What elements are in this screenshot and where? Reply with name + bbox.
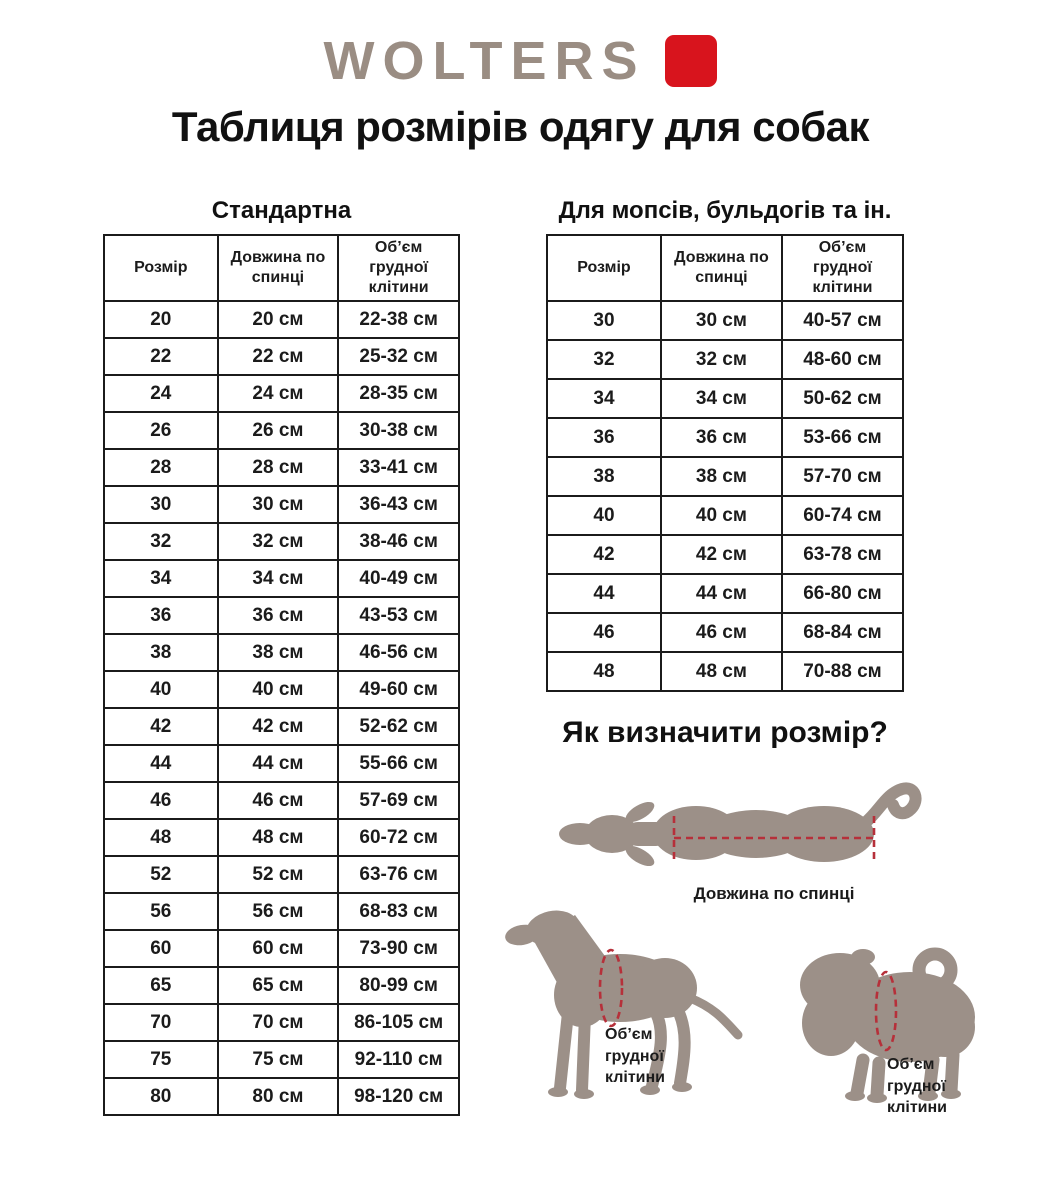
column-header-back-length: Довжина по спинці — [218, 235, 339, 301]
table-row — [547, 457, 903, 496]
table-cell: 75 см — [218, 1041, 339, 1078]
back-length-label: Довжина по спинці — [693, 884, 855, 903]
table-cell: 34 — [104, 560, 218, 597]
table-cell: 60 см — [218, 930, 339, 967]
chest-girth-label: Об’єм грудної клітини — [605, 1026, 665, 1087]
table-cell: 30-38 см — [338, 412, 459, 449]
table-cell: 46 — [104, 782, 218, 819]
column-header-size: Розмір — [104, 235, 218, 301]
table-row — [104, 1078, 459, 1115]
table-row — [547, 379, 903, 418]
table-cell: 28 см — [218, 449, 339, 486]
table-cell: 20 — [104, 301, 218, 338]
table-cell: 28 — [104, 449, 218, 486]
dog-topview-icon — [556, 772, 924, 884]
table-cell: 20 см — [218, 301, 339, 338]
brand-logo-text: WOLTERS — [323, 31, 646, 91]
table-row — [547, 301, 903, 340]
table-cell: 48 — [547, 652, 661, 691]
table-cell: 40 — [104, 671, 218, 708]
table-header-row — [547, 235, 903, 301]
table-row — [104, 523, 459, 560]
table-row — [104, 708, 459, 745]
table-cell: 26 — [104, 412, 218, 449]
table-cell: 32 — [104, 523, 218, 560]
table-cell: 40 см — [218, 671, 339, 708]
table-row — [104, 412, 459, 449]
chest-girth-label: Об’єм грудної клітини — [887, 1056, 947, 1117]
table-cell: 30 — [104, 486, 218, 523]
table-cell: 46 см — [661, 613, 782, 652]
table-row — [104, 560, 459, 597]
table-cell: 52 см — [218, 856, 339, 893]
table-cell: 73-90 см — [338, 930, 459, 967]
table-cell: 60-72 см — [338, 819, 459, 856]
table-cell: 49-60 см — [338, 671, 459, 708]
table-cell: 42 см — [661, 535, 782, 574]
standard-sizes-section — [103, 198, 460, 1116]
brand-logo — [0, 31, 1041, 91]
table-cell: 30 см — [661, 301, 782, 340]
table-cell: 36 — [104, 597, 218, 634]
table-cell: 44 — [547, 574, 661, 613]
table-cell: 60-74 см — [782, 496, 903, 535]
table-row — [547, 340, 903, 379]
table-cell: 25-32 см — [338, 338, 459, 375]
table-cell: 28-35 см — [338, 375, 459, 412]
table-cell: 70 см — [218, 1004, 339, 1041]
bulldog-icon — [785, 945, 980, 1103]
table-cell: 66-80 см — [782, 574, 903, 613]
table-cell: 63-76 см — [338, 856, 459, 893]
table-cell: 60 — [104, 930, 218, 967]
table-cell: 80-99 см — [338, 967, 459, 1004]
table-cell: 98-120 см — [338, 1078, 459, 1115]
standard-size-table — [103, 234, 460, 1116]
table-cell: 86-105 см — [338, 1004, 459, 1041]
table-cell: 50-62 см — [782, 379, 903, 418]
table-row — [104, 338, 459, 375]
table-cell: 53-66 см — [782, 418, 903, 457]
table-row — [104, 856, 459, 893]
table-row — [547, 574, 903, 613]
table-cell: 42 — [104, 708, 218, 745]
table-cell: 32 см — [661, 340, 782, 379]
table-cell: 65 — [104, 967, 218, 1004]
table-row — [104, 449, 459, 486]
table-cell: 65 см — [218, 967, 339, 1004]
table-cell: 44 см — [218, 745, 339, 782]
table-row — [547, 613, 903, 652]
table-row — [104, 634, 459, 671]
table-row — [104, 375, 459, 412]
table-cell: 38-46 см — [338, 523, 459, 560]
bulldog-size-table — [546, 234, 904, 692]
table-cell: 36 см — [661, 418, 782, 457]
table-cell: 40 — [547, 496, 661, 535]
table-cell: 22-38 см — [338, 301, 459, 338]
table-cell: 70-88 см — [782, 652, 903, 691]
table-cell: 52-62 см — [338, 708, 459, 745]
table-cell: 24 — [104, 375, 218, 412]
standard-table-title: Стандартна — [211, 197, 352, 224]
table-header-row — [104, 235, 459, 301]
table-row — [104, 893, 459, 930]
table-cell: 56 см — [218, 893, 339, 930]
table-cell: 80 — [104, 1078, 218, 1115]
table-row — [547, 496, 903, 535]
table-cell: 56 — [104, 893, 218, 930]
table-row — [104, 597, 459, 634]
table-row — [547, 418, 903, 457]
column-header-back-length: Довжина по спинці — [661, 235, 782, 301]
table-cell: 44 см — [661, 574, 782, 613]
how-to-title: Як визначити розмір? — [562, 716, 888, 749]
table-cell: 36 — [547, 418, 661, 457]
table-cell: 40-49 см — [338, 560, 459, 597]
table-cell: 34 см — [218, 560, 339, 597]
table-cell: 22 — [104, 338, 218, 375]
table-cell: 68-84 см — [782, 613, 903, 652]
table-cell: 92-110 см — [338, 1041, 459, 1078]
table-cell: 48 см — [661, 652, 782, 691]
table-cell: 36 см — [218, 597, 339, 634]
table-row — [104, 1004, 459, 1041]
table-cell: 44 — [104, 745, 218, 782]
table-cell: 80 см — [218, 1078, 339, 1115]
column-header-size: Розмір — [547, 235, 661, 301]
dog-topview-illustration — [556, 772, 924, 884]
table-cell: 68-83 см — [338, 893, 459, 930]
table-cell: 40 см — [661, 496, 782, 535]
table-row — [104, 1041, 459, 1078]
table-cell: 38 — [547, 457, 661, 496]
table-cell: 32 — [547, 340, 661, 379]
table-row — [104, 671, 459, 708]
table-cell: 57-70 см — [782, 457, 903, 496]
table-cell: 52 — [104, 856, 218, 893]
table-cell: 26 см — [218, 412, 339, 449]
table-cell: 38 — [104, 634, 218, 671]
table-row — [104, 819, 459, 856]
table-row — [104, 782, 459, 819]
bulldog-table-title: Для мопсів, бульдогів та ін. — [558, 197, 892, 224]
table-cell: 22 см — [218, 338, 339, 375]
table-cell: 38 см — [218, 634, 339, 671]
column-header-chest: Об’єм грудної клітини — [782, 235, 903, 301]
table-cell: 24 см — [218, 375, 339, 412]
table-cell: 48 — [104, 819, 218, 856]
table-cell: 30 см — [218, 486, 339, 523]
table-cell: 46 — [547, 613, 661, 652]
dog-sideview-bulldog-illustration — [785, 945, 980, 1103]
column-header-chest: Об’єм грудної клітини — [338, 235, 459, 301]
table-cell: 43-53 см — [338, 597, 459, 634]
table-cell: 48 см — [218, 819, 339, 856]
table-cell: 55-66 см — [338, 745, 459, 782]
table-cell: 30 — [547, 301, 661, 340]
table-cell: 42 см — [218, 708, 339, 745]
table-cell: 75 — [104, 1041, 218, 1078]
table-row — [104, 967, 459, 1004]
table-cell: 42 — [547, 535, 661, 574]
table-cell: 33-41 см — [338, 449, 459, 486]
table-cell: 63-78 см — [782, 535, 903, 574]
table-cell: 48-60 см — [782, 340, 903, 379]
table-cell: 36-43 см — [338, 486, 459, 523]
table-cell: 38 см — [661, 457, 782, 496]
table-row — [104, 301, 459, 338]
bulldog-sizes-section — [546, 198, 904, 692]
table-row — [104, 486, 459, 523]
table-row — [547, 652, 903, 691]
table-cell: 46-56 см — [338, 634, 459, 671]
table-row — [547, 535, 903, 574]
table-row — [104, 930, 459, 967]
table-row — [104, 745, 459, 782]
brand-red-square-icon — [665, 35, 717, 87]
table-cell: 34 см — [661, 379, 782, 418]
table-cell: 34 — [547, 379, 661, 418]
table-cell: 40-57 см — [782, 301, 903, 340]
table-cell: 57-69 см — [338, 782, 459, 819]
page-title: Таблиця розмірів одягу для собак — [171, 103, 870, 150]
table-cell: 46 см — [218, 782, 339, 819]
table-cell: 70 — [104, 1004, 218, 1041]
table-cell: 32 см — [218, 523, 339, 560]
